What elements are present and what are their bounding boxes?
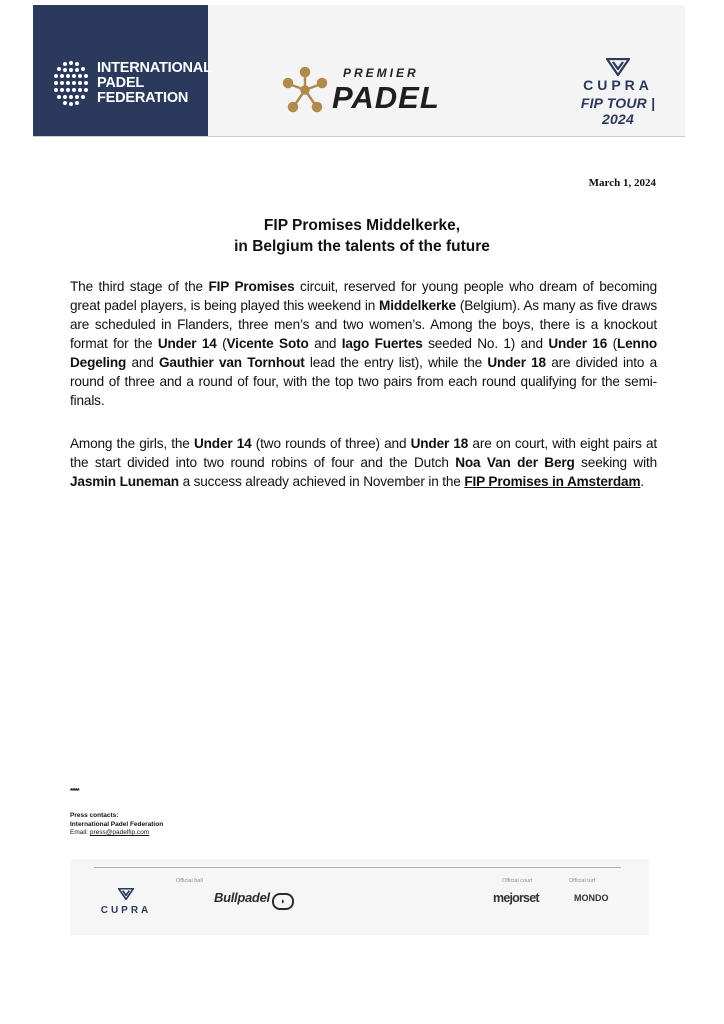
bold-text: Vicente Soto — [226, 336, 309, 351]
press-title-line1: FIP Promises Middelkerke, — [263, 217, 461, 234]
bold-text: Under 18 — [487, 355, 546, 370]
official-court-caption: Official court — [502, 878, 533, 884]
bold-text: Noa Van der Berg — [455, 455, 575, 470]
email-link[interactable]: press@padelfip.com — [89, 829, 150, 836]
official-turf-caption: Official turf — [569, 878, 596, 884]
ipf-logo — [33, 5, 212, 136]
sponsor-bullpadel-label: Bullpadel — [214, 890, 270, 905]
bold-text: Under 14 — [193, 436, 252, 451]
press-contacts-org: International Padel Federation — [70, 820, 164, 828]
press-date: March 1, 2024 — [588, 177, 656, 189]
press-contacts — [70, 812, 163, 838]
text-run: a success already achieved in November in the — [178, 474, 465, 489]
press-contacts-label: Press contacts: — [70, 812, 119, 819]
text-run: are on court, with eight pairs at the start divided into two round robins of four and the Dutch — [70, 436, 657, 470]
ipf-logo-text: INTERNATIONAL PADEL FEDERATION — [97, 60, 212, 106]
text-run: ( — [607, 336, 617, 351]
cupra-label: CUPRA — [583, 77, 653, 93]
link-text[interactable]: FIP Promises in Amsterdam — [464, 474, 641, 489]
text-run: (two rounds of three) and — [251, 436, 411, 451]
email-prefix: Email: — [70, 829, 90, 836]
text-run: and — [126, 355, 159, 370]
press-title-line2: in Belgium the talents of the future — [234, 238, 490, 255]
text-run: circuit, reserved for young people who dream of becoming great padel players, is being played this weekend in — [70, 279, 657, 313]
text-run: (Belgium). As many as five draws are scheduled in Flanders, three men’s and two women’s. Among the boys, there is a knockout format for the — [70, 298, 658, 351]
sponsor-mondo-logo: MONDO — [574, 893, 609, 903]
fip-tour-label: FIP TOUR | 2024 — [580, 95, 656, 127]
bullpadel-emblem-icon: ◗ — [272, 893, 294, 910]
bold-text: Iago Fuertes — [341, 336, 423, 351]
sponsor-cupra-label: CUPRA — [100, 905, 152, 916]
bold-text: Jasmin Luneman — [70, 474, 179, 489]
premier-label: PREMIER — [343, 66, 419, 80]
bold-text: Under 14 — [157, 336, 217, 351]
text-run: lead the entry list), while the — [304, 355, 488, 370]
sponsor-bullpadel-logo — [214, 890, 294, 910]
sponsor-divider — [94, 867, 621, 868]
body-paragraph-2 — [70, 434, 657, 491]
official-ball-caption: Official ball — [176, 878, 203, 884]
text-run: Among the girls, the — [70, 436, 194, 451]
text-run: seeking with — [574, 455, 657, 470]
sponsor-cupra-logo — [93, 887, 159, 916]
text-run: seeded No. 1) and — [422, 336, 549, 351]
text-run: The third stage of the — [70, 279, 209, 294]
sponsor-mejorset-logo: mejorset — [493, 891, 539, 905]
text-run: and — [308, 336, 342, 351]
padel-ball-icon — [51, 55, 91, 115]
separator-stars: ***** — [70, 788, 79, 795]
cupra-emblem-icon — [606, 58, 630, 76]
cupra-emblem-icon — [118, 888, 134, 900]
bold-text: FIP Promises — [208, 279, 295, 294]
body-paragraph-1 — [70, 277, 657, 410]
text-run: are divided into a round of three and a round of four, with the top two pairs from each round qualifying for the semi-finals. — [70, 355, 657, 408]
bold-text: Middelkerke — [379, 298, 456, 313]
text-run: ( — [216, 336, 227, 351]
padel-label: PADEL — [332, 80, 440, 115]
cupra-fip-tour-logo — [568, 58, 668, 127]
bold-text: Lenno Degeling — [70, 336, 658, 370]
text-run: . — [640, 474, 645, 489]
bold-text: Gauthier van Tornhout — [159, 355, 305, 370]
bold-text: Under 18 — [410, 436, 469, 451]
premier-padel-star-icon — [282, 67, 328, 113]
bold-text: Under 16 — [548, 336, 608, 351]
